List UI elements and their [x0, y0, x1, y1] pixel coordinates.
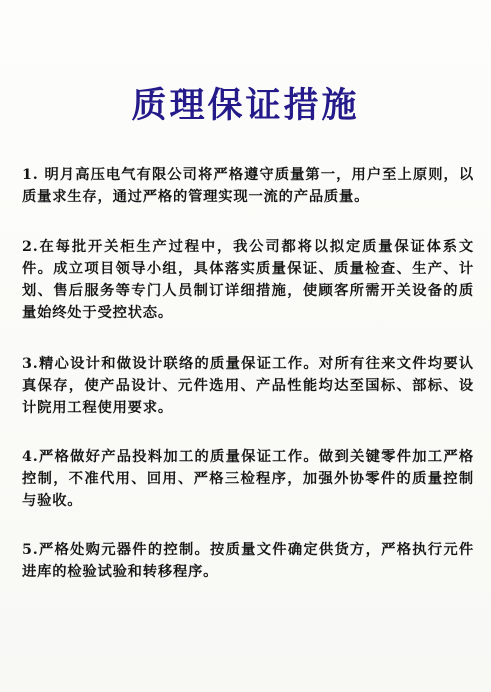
paragraph-4: 4.严格做好产品投料加工的质量保证工作。做到关键零件加工严格控制，不准代用、回用、严格三检程序，加强外协零件的质量控制与验收。 [22, 449, 474, 509]
document-body [22, 164, 474, 609]
paragraph-1: 1. 明月高压电气有限公司将严格遵守质量第一，用户至上原则，以质量求生存，通过严格的管理实现一流的产品质量。 [22, 167, 474, 205]
paragraph-2: 2.在每批开关柜生产过程中，我公司都将以拟定质量保证体系文件。成立项目领导小组，具体落实质量保证、质量检查、生产、计划、售后服务等专门人员制订详细措施，使顾客所需开关设备的质量始终处于受控状态。 [22, 239, 474, 321]
page-title: 质理保证措施 [131, 85, 360, 126]
paragraph-3: 3.精心设计和做设计联络的质量保证工作。对所有往来文件均要认真保存，使产品设计、元件选用、产品性能均达至国标、部标、设计院用工程使用要求。 [22, 356, 474, 416]
paragraph-5: 5.严格处购元器件的控制。按质量文件确定供货方，严格执行元件进库的检验试验和转移程序。 [22, 542, 474, 580]
